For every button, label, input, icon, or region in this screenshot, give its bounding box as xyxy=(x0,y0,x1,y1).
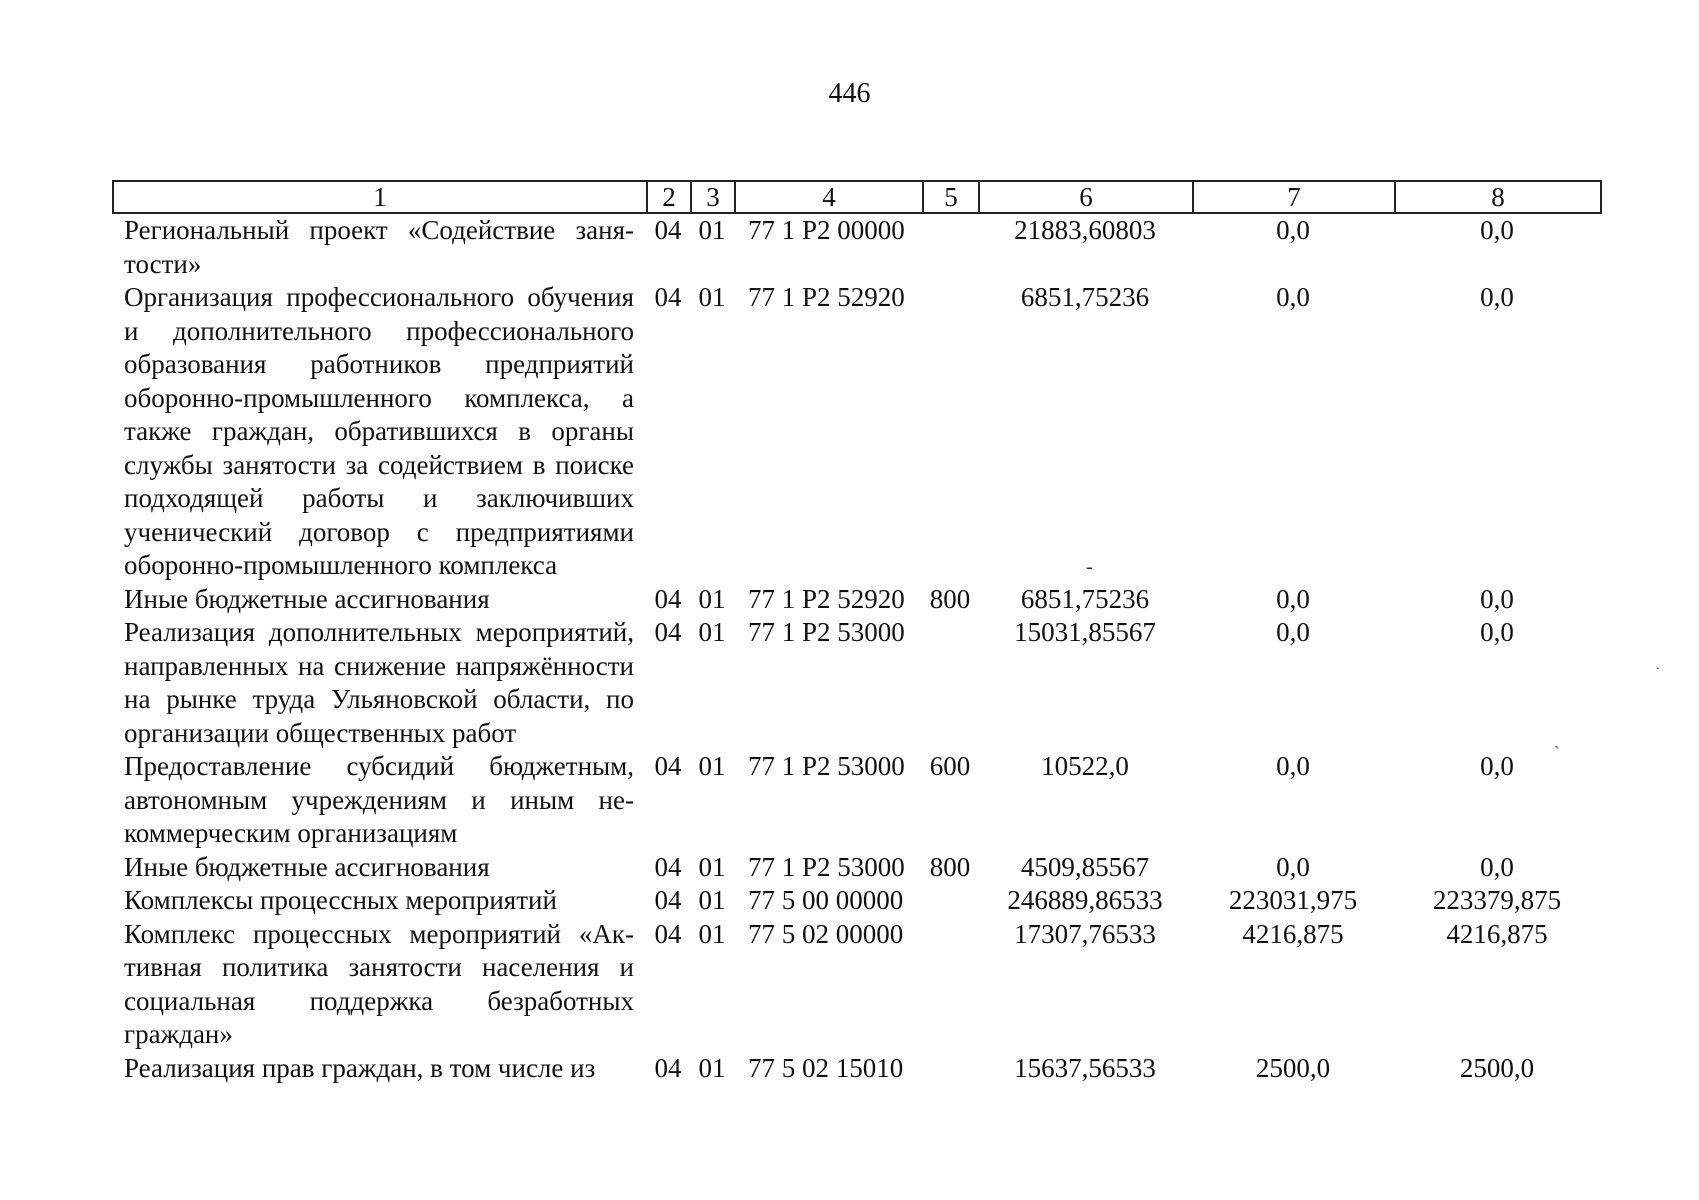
row-name: Иные бюджетные ассигнования xyxy=(124,851,490,882)
row-amount-7: 0,0 xyxy=(1276,282,1310,312)
table-row xyxy=(112,884,1600,918)
table-row xyxy=(112,281,1600,583)
row-section: 04 xyxy=(654,851,682,882)
row-amount-6: 15031,85567 xyxy=(1014,617,1156,647)
row-expense-type xyxy=(922,1052,978,1086)
page-number: 446 xyxy=(828,78,871,109)
row-target-code: 77 1 Р2 00000 xyxy=(748,215,905,245)
row-amount-7: 223031,975 xyxy=(1228,885,1358,915)
row-name: Реализация дополнительных мероприятий, направленных на снижение напряжённости на рынке труда Ульяновской области, по организации общественных работ xyxy=(124,617,634,748)
row-amount-8: 223379,875 xyxy=(1432,885,1562,915)
row-name: Организация профессионального обучения и дополнительного профессионального образования работников предприятий оборонно-промышленного комплекса, а также граждан, обратившихся в органы службы занятости за содействием в поиске подходящей работы и заключивших ученический договор с предприятиями оборонно-промышленного комплекса xyxy=(124,282,634,580)
row-name: Комплекс процессных мероприятий «Активная политика занятости населения и социальная поддержка безработных граждан» xyxy=(124,918,634,1049)
row-expense-type: 600 xyxy=(929,751,971,781)
budget-table xyxy=(112,214,1600,1085)
row-amount-8: 0,0 xyxy=(1480,282,1514,312)
row-amount-6: 21883,60803 xyxy=(1014,215,1156,245)
row-amount-8: 0,0 xyxy=(1480,851,1514,882)
column-header-3: 3 xyxy=(691,181,735,213)
row-name: Комплексы процессных мероприятий xyxy=(124,885,557,915)
row-amount-8: 0,0 xyxy=(1480,751,1514,781)
row-amount-8: 4216,875 xyxy=(1446,918,1548,949)
table-row xyxy=(112,214,1600,281)
scan-speck: - xyxy=(1086,556,1093,578)
row-amount-7: 0,0 xyxy=(1276,851,1310,882)
row-expense-type: 800 xyxy=(929,851,971,882)
column-header-row xyxy=(113,181,1601,213)
row-amount-8: 0,0 xyxy=(1480,617,1514,647)
row-subsection: 01 xyxy=(698,751,726,781)
row-subsection: 01 xyxy=(698,617,726,647)
row-target-code: 77 5 02 15010 xyxy=(748,1052,904,1083)
row-amount-7: 0,0 xyxy=(1276,751,1310,781)
table-row xyxy=(112,918,1600,1052)
row-amount-7: 2500,0 xyxy=(1255,1052,1331,1083)
row-target-code: 77 1 Р2 53000 xyxy=(748,851,905,882)
row-name: Реализация прав граждан, в том числе из xyxy=(124,1052,596,1083)
row-expense-type xyxy=(922,884,978,918)
row-amount-7: 4216,875 xyxy=(1242,918,1344,949)
row-amount-8: 2500,0 xyxy=(1459,1052,1535,1083)
table-row xyxy=(112,851,1600,885)
row-section: 04 xyxy=(654,282,682,312)
table-row xyxy=(112,1052,1600,1086)
row-amount-7: 0,0 xyxy=(1276,617,1310,647)
row-amount-8: 0,0 xyxy=(1480,583,1514,614)
scan-speck: ` xyxy=(1554,744,1560,761)
table-row xyxy=(112,583,1600,617)
row-amount-6: 4509,85567 xyxy=(1020,851,1150,882)
table-row xyxy=(112,616,1600,750)
row-section: 04 xyxy=(654,751,682,781)
row-subsection: 01 xyxy=(698,282,726,312)
row-name: Региональный проект «Содействие занятости» xyxy=(124,215,634,279)
column-header-5: 5 xyxy=(923,181,979,213)
row-name: Иные бюджетные ассигнования xyxy=(124,583,490,614)
column-header-table xyxy=(112,180,1602,214)
row-target-code: 77 5 00 00000 xyxy=(748,885,904,915)
row-expense-type xyxy=(922,214,978,281)
row-subsection: 01 xyxy=(698,851,726,882)
row-expense-type xyxy=(922,616,978,750)
row-expense-type xyxy=(922,281,978,583)
column-header-7: 7 xyxy=(1193,181,1395,213)
row-expense-type xyxy=(922,918,978,1052)
row-section: 04 xyxy=(654,918,682,949)
row-section: 04 xyxy=(654,583,682,614)
row-expense-type: 800 xyxy=(929,583,971,614)
column-header-6: 6 xyxy=(979,181,1193,213)
row-amount-6: 10522,0 xyxy=(1041,751,1129,781)
table-row xyxy=(112,750,1600,851)
row-amount-7: 0,0 xyxy=(1276,215,1310,245)
row-subsection: 01 xyxy=(698,918,726,949)
row-amount-6: 15637,56533 xyxy=(1014,1052,1156,1083)
row-subsection: 01 xyxy=(698,215,726,245)
row-amount-6: 246889,86533 xyxy=(1007,885,1163,915)
row-section: 04 xyxy=(654,617,682,647)
row-amount-7: 0,0 xyxy=(1276,583,1310,614)
row-amount-6: 6851,75236 xyxy=(1020,282,1150,312)
column-header-2: 2 xyxy=(647,181,691,213)
row-amount-6: 17307,76533 xyxy=(1014,918,1156,949)
row-target-code: 77 1 Р2 52920 xyxy=(748,282,905,312)
row-target-code: 77 1 Р2 53000 xyxy=(748,617,905,647)
column-header-4: 4 xyxy=(735,181,923,213)
column-header-1: 1 xyxy=(113,181,647,213)
table-body xyxy=(112,214,1600,1085)
scan-speck: . xyxy=(1656,658,1660,673)
row-subsection: 01 xyxy=(698,1052,726,1083)
row-name: Предоставление субсидий бюджетным, автономным учреждениям и иным некоммерческим организациям xyxy=(124,751,634,848)
row-target-code: 77 1 Р2 53000 xyxy=(748,751,905,781)
row-target-code: 77 5 02 00000 xyxy=(748,918,904,949)
row-amount-6: 6851,75236 xyxy=(1020,583,1150,614)
row-subsection: 01 xyxy=(698,583,726,614)
row-section: 04 xyxy=(654,1052,682,1083)
row-subsection: 01 xyxy=(698,885,726,915)
row-section: 04 xyxy=(654,885,682,915)
row-target-code: 77 1 Р2 52920 xyxy=(748,583,905,614)
column-header-8: 8 xyxy=(1395,181,1601,213)
row-amount-8: 0,0 xyxy=(1480,215,1514,245)
row-section: 04 xyxy=(654,215,682,245)
